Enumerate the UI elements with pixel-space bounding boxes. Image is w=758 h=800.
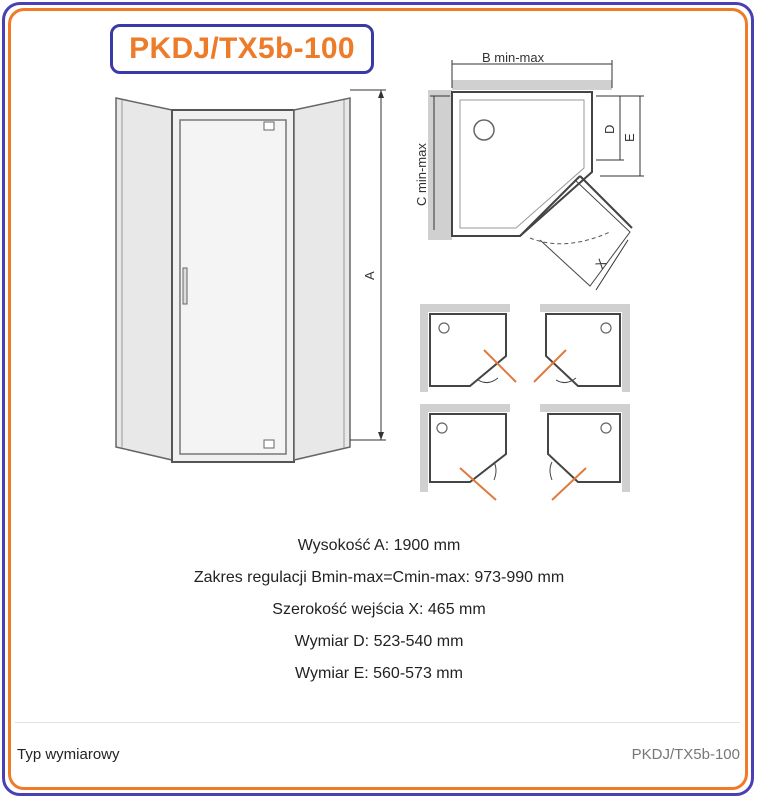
spec-dimension-d: Wymiar D: 523-540 mm	[294, 633, 464, 650]
footer-divider	[15, 722, 740, 723]
specifications	[0, 530, 758, 690]
footer-product-code: PKDJ/TX5b-100	[631, 746, 740, 763]
variant-bottom-left	[420, 404, 510, 500]
dimension-b-label: B min-max	[482, 50, 545, 65]
spec-height: Wysokość A: 1900 mm	[297, 537, 461, 554]
dimension-e-label: E	[622, 133, 637, 142]
dimension-a-label: A	[362, 271, 377, 280]
plan-view	[428, 60, 644, 290]
variant-top-right	[534, 304, 630, 392]
dimension-c-label: C min-max	[414, 143, 429, 206]
product-title: PKDJ/TX5b-100	[129, 32, 355, 65]
spec-entry-width: Szerokość wejścia X: 465 mm	[272, 601, 486, 618]
spec-adjustment-range: Zakres regulacji Bmin-max=Cmin-max: 973-990 mm	[193, 569, 565, 586]
dimension-x-label: X	[592, 256, 610, 272]
footer-type-label: Typ wymiarowy	[17, 746, 120, 763]
spec-dimension-e: Wymiar E: 560-573 mm	[295, 665, 463, 682]
variant-top-left	[420, 304, 516, 392]
front-view	[116, 90, 386, 462]
dimension-d-label: D	[602, 124, 617, 134]
variant-bottom-right	[540, 404, 630, 500]
